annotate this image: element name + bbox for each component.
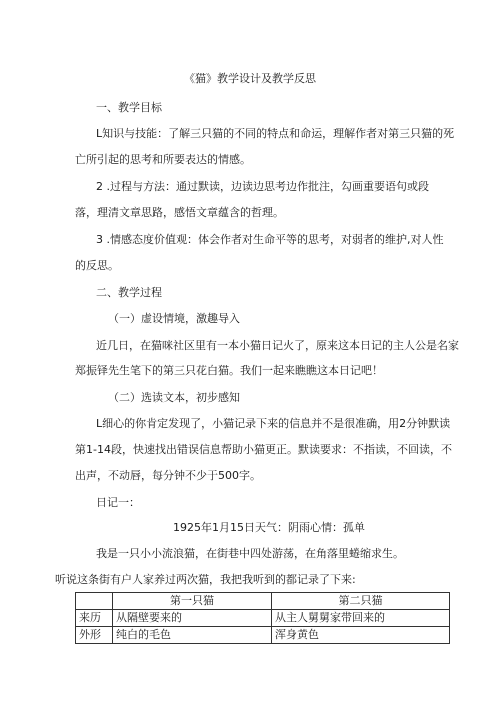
step-2-line-2: 第1-14段，快速找出错误信息帮助小猫更正。默读要求：不指读，不回读，不 [75, 443, 452, 456]
document-title: 《猫》教学设计及教学反思 [184, 72, 316, 85]
table-header-row [76, 593, 450, 610]
diary-text: 我是一只小小流浪猫，在街巷中四处游荡，在角落里蜷缩求生。 [96, 547, 404, 560]
section-heading-goals: 一、教学目标 [96, 101, 162, 114]
intro-text: 听说这条街有户人家养过两次猫，我把我听到的都记录了下来: [55, 573, 356, 586]
table-header-cell [76, 593, 113, 610]
table-cell: 外形 [76, 627, 113, 644]
table-header-cell: 第二只猫 [272, 593, 450, 610]
table-cell: 从主人舅舅家带回来的 [272, 610, 450, 627]
goal-1-line-1: L知识与技能：了解三只猫的不同的特点和命运，理解作者对第三只猫的死 [96, 127, 455, 140]
step-2-heading: （二）选读文本，初步感知 [108, 391, 240, 404]
step-2-line-1: L细心的你肯定发现了，小猫记录下来的信息并不是很准确，用2分钟默读 [96, 417, 451, 430]
table-cell: 来历 [76, 610, 113, 627]
section-heading-process: 二、教学过程 [96, 286, 162, 299]
table-row [76, 627, 450, 644]
table-row [76, 610, 450, 627]
cat-comparison-table [75, 592, 450, 644]
step-1-line-2: 郑振铎先生笔下的第三只花白猫。我们一起来瞧瞧这本日记吧！ [75, 364, 383, 377]
goal-3-line-2: 的反思。 [75, 259, 119, 272]
goal-1-line-2: 亡所引起的思考和所要表达的情感。 [75, 153, 251, 166]
diary-date: 1925年1月15日天气：阴雨心情：孤单 [173, 521, 365, 534]
goal-2-line-2: 落，理清文章思路，感悟文章蕴含的哲理。 [75, 206, 284, 219]
step-1-line-1: 近几日，在猫咪社区里有一本小猫日记火了，原来这本日记的主人公是名家 [96, 339, 459, 352]
table-cell: 浑身黄色 [272, 627, 450, 644]
step-1-heading: （一）虚设情境，激趣导入 [108, 312, 240, 325]
table-cell: 纯白的毛色 [113, 627, 272, 644]
diary-label: 日记一： [96, 496, 140, 509]
goal-2-line-1: 2 .过程与方法：通过默读，边读边思考边作批注，勾画重要语句或段 [96, 180, 429, 193]
table-header-cell: 第一只猫 [113, 593, 272, 610]
table-cell: 从隔壁要来的 [113, 610, 272, 627]
step-2-line-3: 出声，不动唇，每分钟不少于500字。 [75, 469, 261, 482]
goal-3-line-1: 3 .情感态度价值观：体会作者对生命平等的思考，对弱者的维护,对人性 [96, 233, 444, 246]
